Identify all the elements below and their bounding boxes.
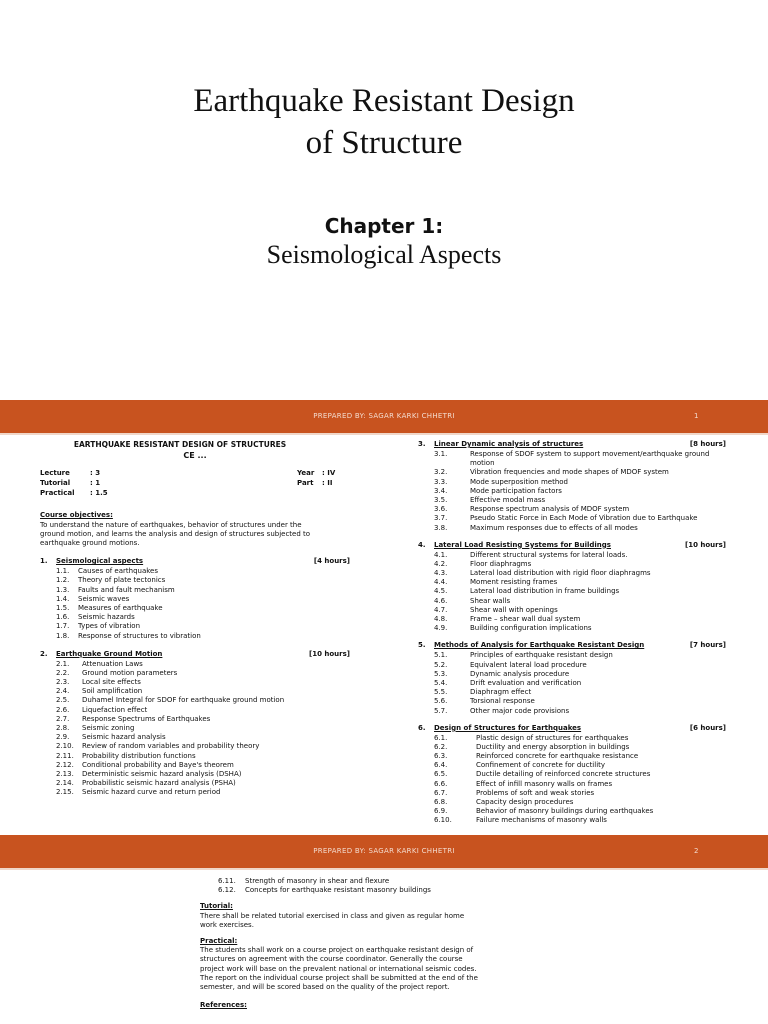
part-label: Part — [297, 479, 314, 488]
list-item-text: Measures of earthquake — [78, 603, 163, 612]
list-item-text: Torsional response — [470, 697, 535, 706]
section-3-list — [434, 450, 726, 533]
list-item-text: Seismic hazard curve and return period — [82, 788, 221, 797]
list-item-number: 5.5. — [434, 688, 448, 697]
list-item-text: Liquefaction effect — [82, 705, 148, 714]
section-hours: [6 hours] — [689, 723, 726, 732]
list-item — [56, 669, 350, 678]
section-number: 5. — [418, 641, 426, 650]
list-item-number: 1.6. — [56, 613, 70, 622]
list-item-number: 1.1. — [56, 567, 70, 576]
list-item — [56, 706, 350, 715]
page-header-bar — [0, 400, 768, 433]
list-item-text: Local site effects — [82, 678, 141, 687]
list-item — [56, 724, 350, 733]
list-item-text: Diaphragm effect — [470, 688, 532, 697]
list-item-text: Response Spectrums of Earthquakes — [82, 714, 211, 723]
section-hours: [8 hours] — [689, 440, 726, 448]
list-item-text: Deterministic seismic hazard analysis (DSHA) — [82, 769, 242, 778]
list-item — [434, 505, 726, 514]
section-2-list — [56, 660, 350, 798]
list-item-text: Maximum responses due to effects of all modes — [470, 523, 638, 532]
list-item — [434, 816, 726, 825]
list-item-text: Response spectrum analysis of MDOF system — [470, 505, 630, 514]
list-item — [434, 679, 726, 688]
list-item-text: Frame – shear wall dual system — [470, 615, 581, 623]
list-item-number: 1.7. — [56, 622, 70, 631]
list-item-number: 4.5. — [434, 587, 448, 596]
list-item-text: Seismic waves — [78, 594, 130, 603]
list-item-number: 6.11. — [218, 877, 236, 885]
list-item-number: 6.4. — [434, 761, 448, 770]
section-1-list — [56, 567, 350, 641]
list-item-text: Seismic zoning — [82, 724, 135, 733]
list-item-number: 6.2. — [434, 742, 448, 751]
list-item-number: 2.13. — [56, 769, 74, 778]
list-item-number: 3.6. — [434, 505, 448, 514]
list-item-text: Shear wall with openings — [470, 605, 558, 614]
list-item — [56, 715, 350, 724]
list-item-number: 5.2. — [434, 660, 448, 669]
section-hours: [10 hours] — [685, 540, 726, 549]
list-item-text: Capacity design procedures — [476, 798, 574, 806]
list-item-number: 6.1. — [434, 733, 448, 742]
section-title: Linear Dynamic analysis of structures — [434, 440, 584, 448]
list-item — [434, 468, 726, 477]
list-item-text: Principles of earthquake resistant design — [470, 651, 613, 660]
list-item-number: 2.4. — [56, 687, 70, 696]
list-item-text: Causes of earthquakes — [78, 567, 158, 576]
list-item-text: Effective modal mass — [470, 495, 546, 504]
section-number: 2. — [40, 649, 48, 658]
section-title: Earthquake Ground Motion — [56, 649, 163, 658]
objectives-line: earthquake ground motions. — [40, 539, 140, 548]
list-item-number: 6.8. — [434, 798, 448, 806]
list-item-number: 2.11. — [56, 751, 74, 760]
list-item-text: Conditional probability and Baye's theorem — [82, 760, 234, 769]
page-2-content — [200, 877, 560, 1010]
list-item — [434, 496, 726, 505]
year-label: Year — [297, 469, 315, 478]
list-item-text: Different structural systems for lateral loads. — [470, 550, 628, 559]
list-item-text: Vibration frequencies and mode shapes of MDOF system — [470, 468, 669, 477]
syllabus-left-column — [40, 440, 350, 798]
list-item-number: 4.4. — [434, 578, 448, 587]
list-item-number: 6.7. — [434, 788, 448, 797]
list-item-text: motion — [470, 459, 495, 468]
lecture-label: Lecture — [40, 469, 70, 478]
list-item-text: Effect of infill masonry walls on frames — [476, 779, 613, 788]
list-item-number: 3.5. — [434, 495, 448, 504]
tutorial-label: Tutorial — [40, 479, 71, 488]
list-item-number: 2.9. — [56, 733, 70, 742]
list-item-text: Response of SDOF system to support movement/earthquake ground — [470, 450, 710, 458]
bar-divider — [0, 433, 768, 435]
title-line-2: of Structure — [305, 125, 463, 161]
list-item-number: 4.2. — [434, 559, 448, 568]
list-item — [56, 696, 350, 705]
list-item — [434, 798, 726, 807]
continued-list — [218, 877, 560, 895]
list-item — [56, 613, 350, 622]
list-item-number: 1.8. — [56, 631, 70, 640]
list-item-number: 6.3. — [434, 752, 448, 761]
objectives-line: ground motion, and learns the analysis and design of structures subjected to — [40, 529, 311, 538]
section-number: 4. — [418, 540, 426, 549]
bar-divider — [0, 868, 768, 870]
section-title: Lateral Load Resisting Systems for Buildings — [434, 540, 611, 549]
list-item-number: 3.4. — [434, 486, 448, 495]
list-item — [434, 551, 726, 560]
list-item — [434, 560, 726, 569]
list-item-number: 3.1. — [434, 450, 448, 458]
list-item — [56, 761, 350, 770]
list-item — [434, 514, 726, 523]
section-title: Design of Structures for Earthquakes — [434, 723, 582, 732]
section-number: 3. — [418, 440, 426, 448]
section-1-heading — [40, 557, 350, 567]
list-item — [434, 651, 726, 660]
list-item — [434, 807, 726, 816]
list-item-number: 2.10. — [56, 742, 74, 751]
prepared-by-text: PREPARED BY: SAGAR KARKI CHHETRI — [313, 847, 455, 855]
list-item-number: 3.2. — [434, 468, 448, 477]
list-item-number: 2.14. — [56, 779, 74, 788]
list-item-number: 2.3. — [56, 678, 70, 687]
references-heading: References: — [200, 1001, 247, 1010]
list-item — [218, 877, 560, 886]
list-item-number: 4.8. — [434, 615, 448, 623]
list-item — [434, 780, 726, 789]
list-item — [434, 707, 726, 716]
section-4-heading — [418, 541, 726, 551]
section-2-heading — [40, 650, 350, 660]
list-item-text: Probability distribution functions — [82, 751, 196, 760]
list-item-number: 6.12. — [218, 886, 236, 895]
list-item — [434, 624, 726, 633]
list-item — [434, 734, 726, 743]
practical-line: The report on the individual course project shall be submitted at the end of the — [200, 973, 478, 982]
section-number: 1. — [40, 557, 48, 566]
list-item-number: 4.7. — [434, 605, 448, 614]
section-5-heading — [418, 641, 726, 651]
document-title — [0, 80, 768, 164]
page-header-bar — [0, 835, 768, 868]
tutorial-line: There shall be related tutorial exercised in class and given as regular home — [200, 911, 465, 920]
list-item — [434, 789, 726, 798]
section-hours: [10 hours] — [309, 649, 350, 658]
list-item-number: 2.8. — [56, 724, 70, 733]
list-item-number: 5.6. — [434, 697, 448, 706]
title-line-1: Earthquake Resistant Design — [193, 83, 575, 119]
list-item-number: 2.2. — [56, 668, 70, 677]
list-item-text: Strength of masonry in shear and flexure — [245, 877, 390, 885]
list-item-text: Response of structures to vibration — [78, 631, 201, 640]
list-item-text: Probabilistic seismic hazard analysis (PSHA) — [82, 779, 236, 788]
section-hours: [4 hours] — [313, 557, 350, 566]
practical-value: : 1.5 — [90, 489, 108, 498]
list-item-number: 1.2. — [56, 576, 70, 585]
list-item — [434, 761, 726, 770]
practical-label: Practical — [40, 489, 75, 498]
list-item-number: 6.6. — [434, 779, 448, 788]
part-value: : II — [322, 479, 333, 488]
course-meta — [40, 469, 350, 509]
list-item-text: Pseudo Static Force in Each Mode of Vibration due to Earthquake — [470, 514, 698, 523]
list-item — [434, 606, 726, 615]
list-item-text: Mode participation factors — [470, 486, 562, 495]
list-item — [218, 886, 560, 895]
list-item — [56, 622, 350, 631]
practical-line: The students shall work on a course project on earthquake resistant design of — [200, 946, 474, 955]
list-item-text: Attenuation Laws — [82, 659, 143, 668]
list-item — [434, 615, 726, 624]
list-item — [434, 587, 726, 596]
list-item — [434, 597, 726, 606]
list-item — [56, 586, 350, 595]
list-item-text: Seismic hazard analysis — [82, 733, 166, 742]
list-item-text: Problems of soft and weak stories — [476, 788, 595, 797]
list-item-number: 4.1. — [434, 550, 448, 559]
practical-line: project work will base on the prevalent national or international seismic codes. — [200, 964, 477, 973]
list-item-number: 2.6. — [56, 705, 70, 714]
list-item-number: 5.4. — [434, 678, 448, 687]
section-hours: [7 hours] — [689, 641, 726, 650]
lecture-value: : 3 — [90, 469, 101, 478]
list-item-text: Shear walls — [470, 596, 511, 605]
list-item-number: 3.8. — [434, 523, 448, 532]
list-item — [434, 670, 726, 679]
list-item — [434, 688, 726, 697]
list-item — [434, 569, 726, 578]
list-item — [434, 661, 726, 670]
page-number: 1 — [694, 412, 699, 420]
list-item-number: 1.5. — [56, 603, 70, 612]
list-item-number: 5.7. — [434, 706, 448, 715]
year-value: : IV — [322, 469, 336, 478]
page-number: 2 — [694, 847, 699, 855]
chapter-title: Seismological Aspects — [266, 240, 502, 269]
list-item — [56, 567, 350, 576]
list-item — [56, 632, 350, 641]
list-item — [56, 678, 350, 687]
list-item — [56, 752, 350, 761]
list-item — [56, 604, 350, 613]
list-item-number: 4.3. — [434, 569, 448, 578]
list-item — [56, 733, 350, 742]
chapter-label: Chapter 1: — [324, 214, 444, 238]
prepared-by-text: PREPARED BY: SAGAR KARKI CHHETRI — [313, 412, 455, 420]
list-item — [56, 660, 350, 669]
section-number: 6. — [418, 723, 426, 732]
list-item-text: Behavior of masonry buildings during earthquakes — [476, 807, 654, 816]
list-item — [434, 459, 726, 468]
tutorial-line: work exercises. — [200, 920, 254, 929]
tutorial-value: : 1 — [90, 479, 101, 488]
list-item — [434, 752, 726, 761]
practical-heading: Practical: — [200, 936, 238, 945]
list-item — [434, 478, 726, 487]
list-item-number: 1.4. — [56, 594, 70, 603]
list-item — [434, 578, 726, 587]
list-item-number: 2.15. — [56, 788, 74, 797]
list-item-text: Types of vibration — [78, 622, 141, 631]
course-code: CE ... — [183, 451, 207, 461]
list-item-number: 3.7. — [434, 514, 448, 523]
section-3-heading — [418, 440, 726, 450]
list-item-number: 6.9. — [434, 807, 448, 816]
list-item-text: Review of random variables and probability theory — [82, 742, 260, 751]
list-item-number: 6.5. — [434, 770, 448, 779]
objectives-heading: Course objectives: — [40, 511, 113, 520]
list-item-text: Ground motion parameters — [82, 668, 178, 677]
list-item-number: 2.5. — [56, 696, 70, 705]
list-item-text: Confinement of concrete for ductility — [476, 761, 606, 770]
list-item-number: 4.6. — [434, 596, 448, 605]
list-item-text: Duhamel Integral for SDOF for earthquake ground motion — [82, 696, 285, 705]
list-item-number: 5.1. — [434, 651, 448, 660]
list-item-number: 5.3. — [434, 669, 448, 678]
list-item — [434, 697, 726, 706]
list-item-text: Ductile detailing of reinforced concrete structures — [476, 770, 651, 779]
section-4-list — [434, 551, 726, 634]
list-item-number: 6.10. — [434, 816, 452, 825]
section-6-heading — [418, 724, 726, 734]
list-item-text: Lateral load distribution with rigid floor diaphragms — [470, 569, 651, 578]
list-item-number: 3.3. — [434, 477, 448, 486]
list-item-text: Theory of plate tectonics — [78, 576, 166, 585]
list-item-text: Floor diaphragms — [470, 559, 532, 568]
list-item-text: Building configuration implications — [470, 624, 592, 633]
list-item-text: Failure mechanisms of masonry walls — [476, 816, 607, 825]
list-item-text: Lateral load distribution in frame buildings — [470, 587, 620, 596]
syllabus-right-column — [418, 440, 726, 826]
list-item — [434, 487, 726, 496]
list-item-number: 2.12. — [56, 760, 74, 769]
list-item-number: 4.9. — [434, 624, 448, 633]
list-item — [434, 524, 726, 533]
practical-line: semester, and will be scored based on the quality of the project report. — [200, 983, 450, 991]
list-item — [56, 779, 350, 788]
practical-line: structures on agreement with the course coordinator. Generally the course — [200, 955, 463, 964]
list-item — [56, 595, 350, 604]
section-5-list — [434, 651, 726, 715]
section-6-list — [434, 734, 726, 826]
list-item — [434, 770, 726, 779]
list-item-number: 2.1. — [56, 659, 70, 668]
list-item — [56, 576, 350, 585]
list-item-text: Equivalent lateral load procedure — [470, 660, 587, 669]
list-item-text: Ductility and energy absorption in buildings — [476, 742, 630, 751]
list-item-text: Plastic design of structures for earthquakes — [476, 733, 629, 742]
list-item-text: Soil amplification — [82, 687, 143, 696]
list-item-text: Other major code provisions — [470, 706, 570, 715]
list-item-text: Dynamic analysis procedure — [470, 669, 570, 678]
list-item-text: Concepts for earthquake resistant masonry buildings — [245, 886, 431, 895]
list-item — [56, 687, 350, 696]
list-item-text: Reinforced concrete for earthquake resistance — [476, 752, 639, 761]
list-item — [56, 788, 350, 797]
list-item — [434, 743, 726, 752]
list-item-text: Mode superposition method — [470, 477, 568, 486]
objectives-line: To understand the nature of earthquakes, behavior of structures under the — [40, 520, 302, 529]
list-item-text: Moment resisting frames — [470, 578, 558, 587]
list-item-number: 1.3. — [56, 585, 70, 594]
list-item — [56, 742, 350, 751]
list-item — [434, 450, 726, 459]
list-item-text: Seismic hazards — [78, 613, 135, 622]
list-item-text: Faults and fault mechanism — [78, 585, 175, 594]
tutorial-heading: Tutorial: — [200, 902, 233, 911]
section-title: Methods of Analysis for Earthquake Resistant Design — [434, 641, 645, 650]
list-item-number: 2.7. — [56, 714, 70, 723]
syllabus-heading: EARTHQUAKE RESISTANT DESIGN OF STRUCTURES — [73, 440, 287, 449]
section-title: Seismological aspects — [56, 557, 144, 566]
list-item-text: Drift evaluation and verification — [470, 678, 582, 687]
list-item — [56, 770, 350, 779]
